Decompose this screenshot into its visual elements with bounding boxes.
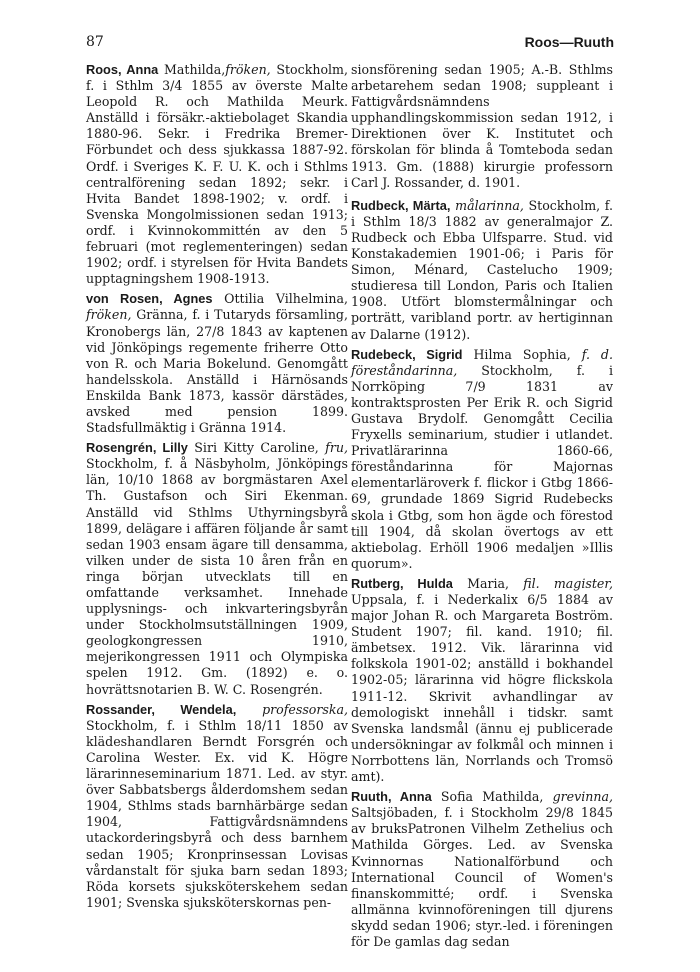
entry-rudbeck-marta <box>351 198 613 343</box>
entry-rossander-wendela <box>86 702 348 911</box>
entry-name: Rossander, Wendela, <box>86 701 237 717</box>
entry-given-names: Mathilda, <box>164 62 226 77</box>
entry-rutberg-hulda <box>351 576 613 785</box>
entry-text: Stockholm, f. i Norrköping 7/9 1831 av kontraktsprosten Per Erik R. och Sigrid Gustava Brydolf. Genomgått Cecilia Fryxells seminarium, studier i utlandet. Privatlärarinna 1860-66, föreståndarinna för Majornas elementarläroverk f. flickor i Gtbg 1866-69, grundade 1869 Sigrid Rudebecks skola i Gtbg, som hon ägde och förestod till 1904, då skolan övertogs av ett aktiebolag. Erhöll 1906 medaljen »Illis quorum». <box>351 362 613 571</box>
entry-role: professorska, <box>262 701 348 717</box>
entry-name: von Rosen, Agnes <box>86 291 213 307</box>
entry-text: Stockholm, f. å Näsbyholm, Jönköpings län, 10/10 1868 av borgmästaren Axel Th. Gustafson och Siri Ekenman. Anställd vid Sthlms Uthyrningsbyrå 1899, delägare i affären följande år samt sedan 1903 ensam ägare till densamma, vilken under de sista 10 åren från en ringa början utvecklats till en omfattande verksamhet. Innehade upplysnings- och inkvarteringsbyrån under Stockholmsutställningen 1909, geologkongressen 1910, mejerikongressen 1911 och Olympiska spelen 1912. Gm. (1892) e. o. hovrättsnotarien B. W. C. Rosengrén. <box>86 456 348 697</box>
entry-role: fru, <box>325 440 348 456</box>
entry-name: Rudbeck, Märta, <box>351 197 451 213</box>
page-number: 87 <box>86 34 104 50</box>
page-header <box>86 34 614 52</box>
entry-role: fröken, <box>225 62 271 77</box>
entry-text: Stockholm, f. i Sthlm 18/3 1882 av generalmajor Z. Rudbeck och Ebba Ulfsparre. Stud. vid Konstakademien 1901-06; i Paris för Simon, Ménard, Castelucho 1909; studieresa till London, Paris och Italien 1908. Utfört blomstermålningar och porträtt, varibland portr. av hertiginnan av Dalarne (1912). <box>351 197 613 342</box>
entry-text: Saltsjöbaden, f. i Stockholm 29/8 1845 av bruksPatronen Vilhelm Zethelius och Mathilda Görges. Led. av Svenska Kvinnornas Nationalförbund och International Council of Women's finanskommitté; ordf. i Svenska allmänna kvinnoföreningen till djurens skydd sedan 1906; styr.-led. i föreningen för De gamlas dag sedan <box>351 805 613 949</box>
entry-given-names: Ottilia Vilhelmina, <box>224 291 348 307</box>
left-column <box>86 62 348 915</box>
entry-text: Stockholm, f. i Sthlm 18/11 1850 av klädeshandlaren Berndt Forsgrén och Carolina Wester. Ex. vid K. Högre lärarinneseminarium 1871. Led. av styr. över Sabbatsbergs ålderdomshem sedan 1904, Sthlms stads barnhärbärge sedan 1904, Fattigvårdsnämndens utackorderingsbyrå och dess barnhem sedan 1905; Kronprinsessan Lovisas vårdanstalt för sjuka barn sedan 1893; Röda korsets sjuksköterskehem sedan 1901; Svenska sjuksköterskornas pen- <box>86 717 348 910</box>
entry-role: grevinna, <box>552 789 613 805</box>
entry-rosengren-lilly <box>86 440 348 698</box>
entry-name: Rosengrén, Lilly <box>86 440 188 456</box>
entry-role: fil. magister, <box>523 575 613 591</box>
entry-ruuth-anna <box>351 789 613 950</box>
entry-role: fröken, <box>86 307 132 323</box>
entry-text: Uppsala, f. i Nederkalix 6/5 1884 av major Johan R. och Margareta Boström. Student 1907; fil. kand. 1910; fil. ämbetsex. 1912. Vik. lärarinna vid folkskola 1901-02; anställd i bokhandel 1902-05; lärarinna vid högre flickskola 1911-12. Skrivit avhandlingar av demologiskt innehåll i tidskr. samt Svenska landsmål (ännu ej publicerade undersökningar av folkmål och minnen i Norrbottens län, Norrlands och Tromsö amt). <box>351 592 613 785</box>
entry-roos-anna <box>86 62 348 287</box>
entry-name: Rutberg, Hulda <box>351 575 453 591</box>
entry-name: Rudebeck, Sigrid <box>351 346 463 362</box>
entry-continuation: sionsförening sedan 1905; A.-B. Sthlms arbetarehem sedan 1908; suppleant i Fattigvårdsnämndens upphandlingskommission sedan 1912, i Direktionen över K. Institutet och förskolan för blinda å Tomteboda sedan 1913. Gm. (1888) kirurgie professorn Carl J. Rossander, d. 1901. <box>351 62 613 190</box>
entry-rudebeck-sigrid <box>351 347 613 572</box>
running-head: Roos—Ruuth <box>524 34 614 50</box>
right-column <box>351 62 613 954</box>
entry-role: målarinna, <box>455 197 524 213</box>
entry-given-names: Siri Kitty Caroline, <box>194 440 319 456</box>
entry-von-rosen-agnes <box>86 291 348 436</box>
entry-name: Roos, Anna <box>86 62 159 77</box>
entry-name: Ruuth, Anna <box>351 789 432 805</box>
entry-given-names: Maria, <box>467 575 510 591</box>
entry-role: f. d. föreståndarinna, <box>351 346 613 378</box>
entry-text: Stockholm, f. i Sthlm 3/4 1855 av överste Malte Leopold R. och Mathilda Meurk. Anställd i försäkr.-aktiebolaget Skandia 1880-96. Sekr. i Fredrika Bremer-Förbundet och dess sjukkassa 1887-92. Ordf. i Sveriges K. F. U. K. och i Sthlms centralförening sedan 1892; sekr. i Hvita Bandet 1898-1902; v. ordf. i Svenska Mongolmissionen sedan 1913; ordf. i Kvinnokommittén av den 5 februari (mot reglementeringen) sedan 1902; ordf. i styrelsen för Hvita Bandets upptagningshem 1908-1913. <box>86 62 348 287</box>
entry-given-names: Sofia Mathilda, <box>440 789 544 805</box>
entry-given-names: Hilma Sophia, <box>473 346 571 362</box>
entry-text: Gränna, f. i Tutaryds församling, Kronobergs län, 27/8 1843 av kaptenen vid Jönköpings regemente friherre Otto von R. och Maria Bokelund. Genomgått handelsskola. Anställd i Härnösands Enskilda Bank 1873, kassör därstädes, avsked med pension 1899. Stadsfullmäktig i Gränna 1914. <box>86 307 348 436</box>
